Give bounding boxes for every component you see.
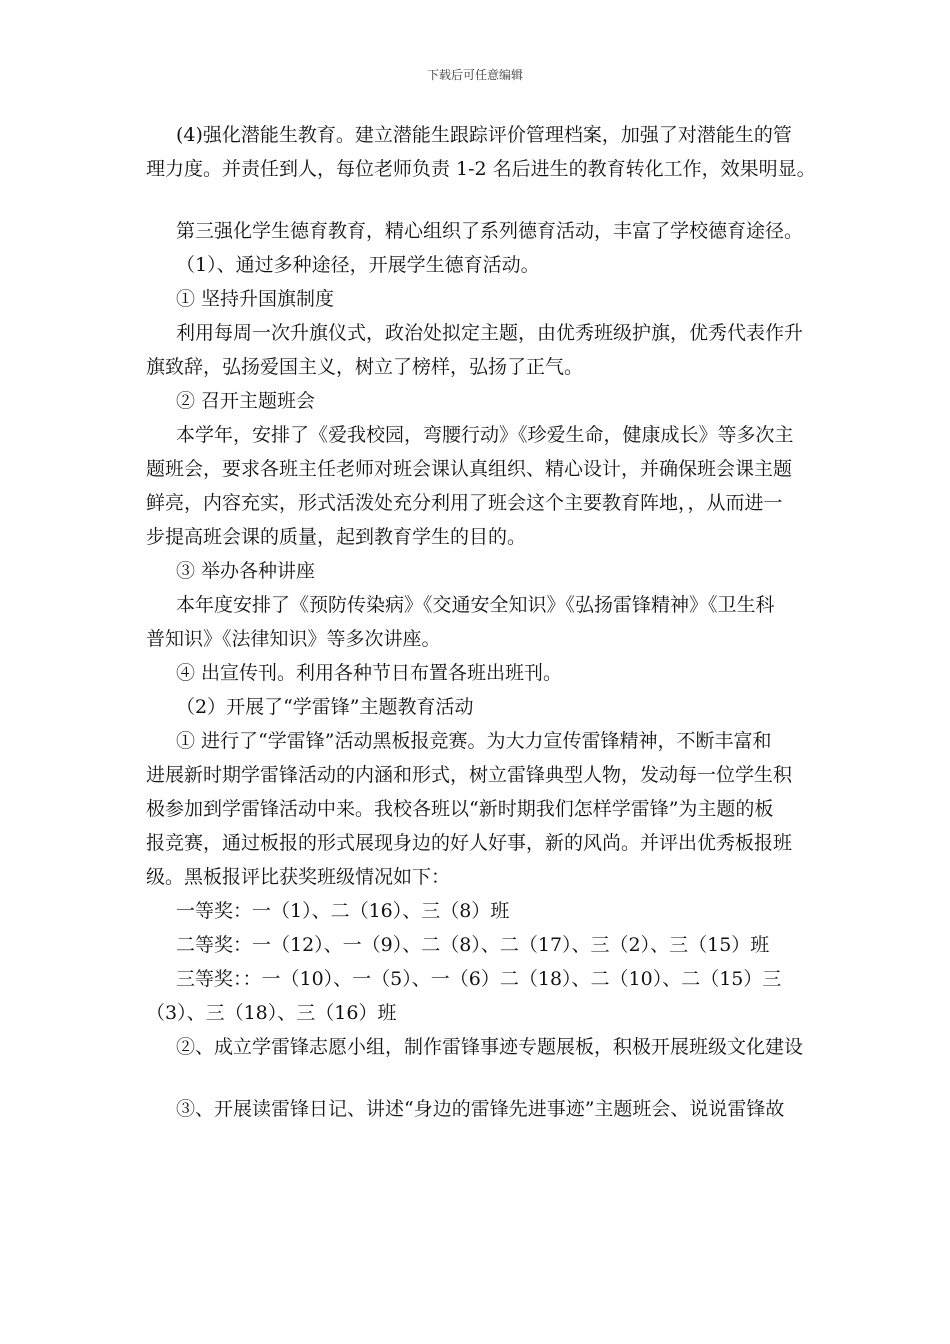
paragraph-line: (4)强化潜能生教育。建立潜能生跟踪评价管理档案，加强了对潜能生的管 (176, 124, 792, 146)
paragraph-line: 步提高班会课的质量，起到教育学生的目的。 (146, 526, 527, 548)
section-heading: （2）开展了“学雷锋”主题教育活动 (176, 696, 474, 718)
paragraph-line: 极参加到学雷锋活动中来。我校各班以“新时期我们怎样学雷锋”为主题的板 (146, 798, 774, 820)
header-note: 下载后可任意编辑 (426, 68, 523, 82)
document-body (146, 118, 816, 1126)
award-line: 三等奖：：一（10）、一（5）、一（6）二（18）、二（10）、二（15）三 (176, 968, 782, 990)
paragraph-line: 题班会，要求各班主任老师对班会课认真组织、精心设计，并确保班会课主题 (146, 458, 793, 480)
paragraph-gap (146, 186, 816, 214)
paragraph-line: （1）、通过多种途径，开展学生德育活动。 (176, 254, 540, 276)
paragraph-line: ④ 出宣传刊。利用各种节日布置各班出班刊。 (176, 662, 563, 684)
section-heading: ① 坚持升国旗制度 (176, 288, 335, 310)
paragraph-line: ③、开展读雷锋日记、讲述“身边的雷锋先进事迹”主题班会、说说雷锋故 (176, 1098, 785, 1120)
paragraph-line: 鲜亮，内容充实，形式活泼处充分利用了班会这个主要教育阵地，，从而进一 (146, 492, 783, 514)
section-heading: ② 召开主题班会 (176, 390, 316, 412)
paragraph-line: 理力度。并责任到人，每位老师负责 1-2 名后进生的教育转化工作，效果明显。 (146, 158, 816, 180)
award-line: 一等奖：一（1）、二（16）、三（8）班 (176, 900, 510, 922)
paragraph-line: ②、成立学雷锋志愿小组，制作雷锋事迹专题展板，积极开展班级文化建设 (176, 1036, 804, 1058)
paragraph-line: 第三强化学生德育教育，精心组织了系列德育活动，丰富了学校德育途径。 (176, 220, 804, 242)
paragraph-line: ① 进行了“学雷锋”活动黑板报竞赛。为大力宣传雷锋精神，不断丰富和 (176, 730, 772, 752)
paragraph-line: 旗致辞，弘扬爱国主义，树立了榜样，弘扬了正气。 (146, 356, 584, 378)
paragraph-line: 报竞赛，通过板报的形式展现身边的好人好事，新的风尚。并评出优秀板报班 (146, 832, 793, 854)
paragraph-line: 进展新时期学雷锋活动的内涵和形式，树立雷锋典型人物，发动每一位学生积 (146, 764, 793, 786)
paragraph-line: 本年度安排了《预防传染病》《交通安全知识》《弘扬雷锋精神》《卫生科 (176, 594, 775, 616)
paragraph-line: 利用每周一次升旗仪式，政治处拟定主题，由优秀班级护旗，优秀代表作升 (176, 322, 804, 344)
paragraph-line: 普知识》《法律知识》等多次讲座。 (146, 628, 441, 650)
paragraph-line: 级。黑板报评比获奖班级情况如下： (146, 866, 451, 888)
section-heading: ③ 举办各种讲座 (176, 560, 316, 582)
award-line: 二等奖：一（12）、一（9）、二（8）、二（17）、三（2）、三（15）班 (176, 934, 770, 956)
paragraph-line: 本学年，安排了《爱我校园，弯腰行动》《珍爱生命，健康成长》等多次主 (176, 424, 794, 446)
paragraph-gap (146, 1064, 816, 1092)
award-line: （3）、三（18）、三（16）班 (146, 1002, 397, 1024)
